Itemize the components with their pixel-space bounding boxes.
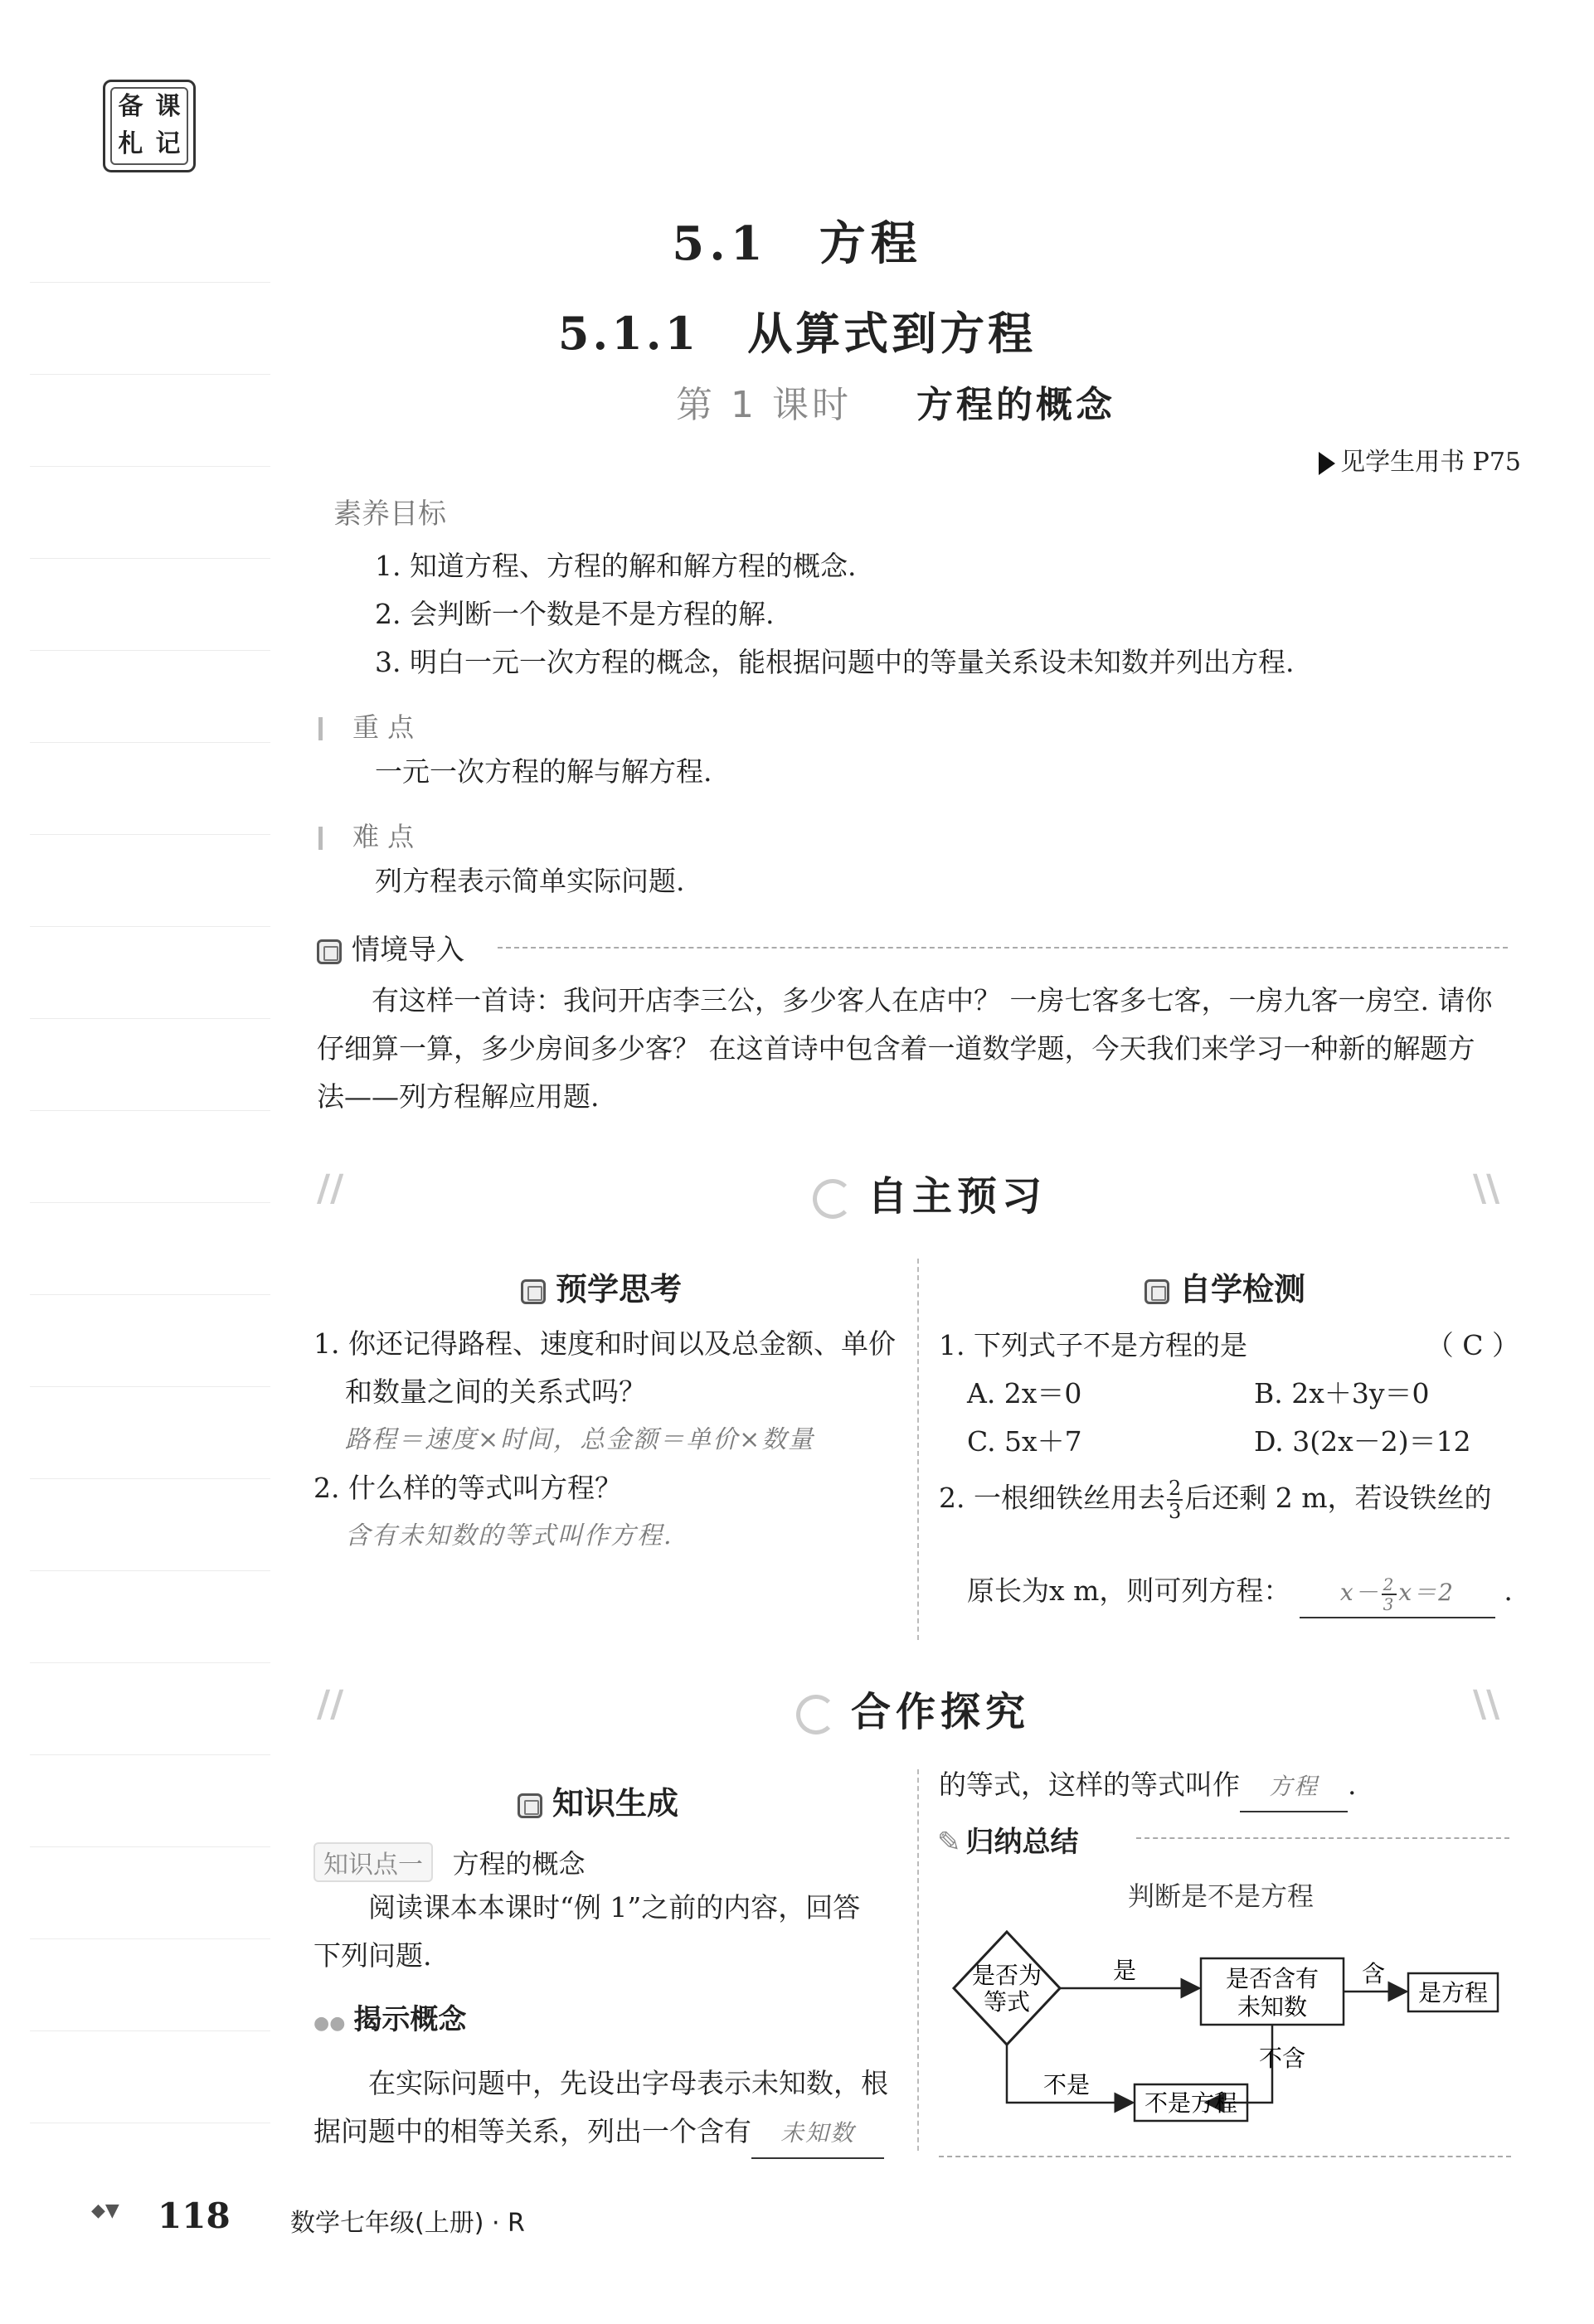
summary-header [937, 1819, 1079, 1860]
q2-part2: 后还剩 2 m，若设铁丝的 [1184, 1482, 1492, 1514]
lesson-title [676, 375, 1115, 428]
knowledge-header [518, 1778, 678, 1823]
reveal-header [313, 1997, 466, 2037]
banner-deco-left: // [317, 1167, 344, 1210]
page-number: 118 [158, 2195, 231, 2236]
preview-q2: 2. 什么样的等式叫方程？ [313, 1472, 622, 1504]
summary-divider [1136, 1837, 1509, 1839]
margin-note-lines [30, 191, 270, 2181]
intro-line: 法——列方程解应用题. [317, 1080, 600, 1113]
student-book-reference [1319, 441, 1521, 478]
label-contains: 含 [1361, 1960, 1386, 1987]
preview-questions [313, 1320, 911, 1560]
q2-part1: 2. 一根细铁丝用去 [939, 1482, 1165, 1514]
intro-divider [498, 947, 1508, 949]
lesson-notes-stamp [103, 80, 196, 172]
concept-line1: 在实际问题中，先设出字母表示未知数，根 [368, 2067, 888, 2099]
read-line2: 下列问题. [313, 1939, 432, 1972]
key-point-label [318, 706, 414, 745]
triangle-right-icon [1319, 452, 1335, 475]
q2-answer-a: x－ [1339, 1579, 1380, 1606]
concept-end: . [1348, 1768, 1357, 1801]
intro-header [317, 927, 464, 968]
label-no: 不是 [1042, 2071, 1091, 2098]
reveal-label: 揭示概念 [353, 2003, 467, 2036]
knowledge-point-tag: 知识点一 [313, 1842, 433, 1882]
swirl-icon [813, 1179, 853, 1219]
self-check-q1-text: 1. 下列式子不是方程的是 [939, 1329, 1247, 1361]
goal-item: 1. 知道方程、方程的解和解方程的概念. [375, 550, 857, 582]
intro-line: 仔细算一算，多少房间多少客？ 在这首诗中包含着一道数学题，今天我们来学习一种新的解题方 [317, 1032, 1475, 1065]
option-b: B. 2x＋3y＝0 [1254, 1377, 1430, 1409]
blank-equation: 方程 [1240, 1763, 1348, 1812]
preview-header [521, 1264, 682, 1309]
book-title: 数学七年级(上册) · R [290, 2209, 525, 2238]
intro-paragraph [317, 977, 1536, 1121]
diamond-line2: 等式 [983, 1988, 1031, 2016]
book-icon [518, 1793, 542, 1818]
concept-text [313, 2060, 911, 2159]
difficulty-label-text: 难 点 [352, 821, 415, 852]
self-check-header [1144, 1264, 1305, 1309]
read-line1: 阅读课本本课时“例 1”之前的内容，回答 [368, 1891, 861, 1924]
fraction [1167, 1477, 1183, 1522]
self-check-q2-line2 [967, 1567, 1531, 1618]
knowledge-title: 知识生成 [552, 1785, 679, 1822]
self-check-q1-answer: （ C ） [1426, 1329, 1519, 1361]
preview-a1: 路程＝速度×时间，总金额＝单价×数量 [345, 1425, 815, 1454]
summary-bottom-divider [939, 2156, 1511, 2157]
preview-a2: 含有未知数的等式叫作方程. [345, 1521, 673, 1550]
reference-text: 见学生用书 P75 [1340, 448, 1521, 477]
diamond-line1: 是否为 [971, 1962, 1042, 1989]
stamp-char: 备 [118, 92, 143, 121]
label-yes: 是 [1112, 1957, 1137, 1984]
self-study-banner-text: 自主预习 [867, 1173, 1047, 1220]
knowledge-point-title: 方程的概念 [452, 1848, 586, 1880]
goals-label: 素养目标 [333, 497, 446, 531]
explore-banner-text: 合作探究 [851, 1689, 1031, 1735]
flow-title: 判断是不是方程 [1128, 1880, 1315, 1912]
answer-fraction [1382, 1575, 1397, 1613]
fraction-denominator: 3 [1168, 1500, 1182, 1523]
intro-line: 有这样一首诗：我问开店李三公，多少客人在店中？ 一房七客多七客，一房九客一房空. 请你 [372, 984, 1493, 1016]
answer-frac-numerator: 2 [1383, 1574, 1396, 1594]
option-d: D. 3(2x－2)＝12 [1254, 1425, 1471, 1458]
stamp-char: 课 [155, 92, 181, 121]
result-equation: 是方程 [1417, 1979, 1489, 2006]
box1-line1: 是否含有 [1225, 1965, 1319, 1992]
tick-mark [318, 717, 323, 740]
self-check-q1 [939, 1322, 1519, 1370]
box1-line2: 未知数 [1237, 1993, 1308, 2021]
option-a: A. 2x＝0 [967, 1377, 1082, 1409]
footer-arrow-icon: ◆▼ [91, 2200, 119, 2221]
concept-cont-text: 的等式，这样的等式叫作 [939, 1768, 1240, 1801]
summary-label: 归纳总结 [965, 1826, 1079, 1859]
magnifier-icon [796, 1695, 836, 1735]
stamp-char: 札 [118, 129, 143, 158]
pencil-icon: ✎ [937, 1826, 961, 1859]
tick-mark [318, 827, 323, 850]
q2-answer-blank [1300, 1569, 1495, 1618]
preview-q1-line2: 和数量之间的关系式吗？ [345, 1375, 646, 1408]
q2-answer-b: x＝2 [1398, 1579, 1455, 1606]
subsection-title: 5.1.1 从算式到方程 [557, 307, 1037, 360]
fraction-numerator: 2 [1168, 1477, 1182, 1500]
intro-label: 情境导入 [352, 934, 464, 967]
label-not-contains: 不含 [1258, 2045, 1306, 2072]
q2-end: . [1504, 1574, 1513, 1607]
column-divider [917, 1259, 919, 1640]
result-not-equation: 不是方程 [1144, 2089, 1238, 2117]
dots-icon: ●● [313, 2013, 346, 2034]
difficulty-text: 列方程表示简单实际问题. [375, 865, 685, 897]
flowchart [937, 1915, 1518, 2147]
lesson-topic: 方程的概念 [916, 384, 1115, 426]
document-icon [317, 939, 342, 964]
goal-item: 2. 会判断一个数是不是方程的解. [375, 598, 775, 630]
concept-line2 [313, 2108, 911, 2159]
section-title: 5.1 方程 [672, 216, 922, 271]
concept-line2-text: 据问题中的相等关系，列出一个含有 [313, 2115, 751, 2147]
concept-continued [939, 1761, 1357, 1812]
q2-line2-text: 原长为x m，则可列方程： [967, 1574, 1291, 1607]
lesson-number: 第 1 课时 [676, 384, 852, 426]
book-icon [521, 1279, 546, 1304]
banner-deco-right: \\ [1473, 1683, 1500, 1725]
answer-frac-denominator: 3 [1383, 1594, 1396, 1614]
self-check-title: 自学检测 [1179, 1271, 1306, 1308]
goal-item: 3. 明白一元一次方程的概念，能根据问题中的等量关系设未知数并列出方程. [375, 646, 1295, 678]
key-point-text: 一元一次方程的解与解方程. [375, 755, 712, 788]
preview-title: 预学思考 [556, 1271, 683, 1308]
knowledge-read [313, 1884, 911, 1980]
blank-unknown: 未知数 [751, 2109, 884, 2159]
difficulty-label [318, 816, 414, 854]
explore-banner [796, 1680, 1030, 1737]
preview-q1-line1: 1. 你还记得路程、速度和时间以及总金额、单价 [313, 1327, 896, 1360]
column-divider [917, 1769, 919, 2151]
stamp-char: 记 [155, 129, 181, 158]
self-study-banner [813, 1164, 1047, 1221]
banner-deco-right: \\ [1473, 1167, 1500, 1210]
goals-list [375, 542, 1294, 687]
self-check-q2-line1 [939, 1474, 1536, 1522]
knowledge-point-row [313, 1842, 586, 1882]
checklist-icon [1144, 1279, 1169, 1304]
option-c: C. 5x＋7 [967, 1425, 1082, 1458]
banner-deco-left: // [317, 1683, 344, 1725]
key-point-label-text: 重 点 [352, 711, 415, 743]
